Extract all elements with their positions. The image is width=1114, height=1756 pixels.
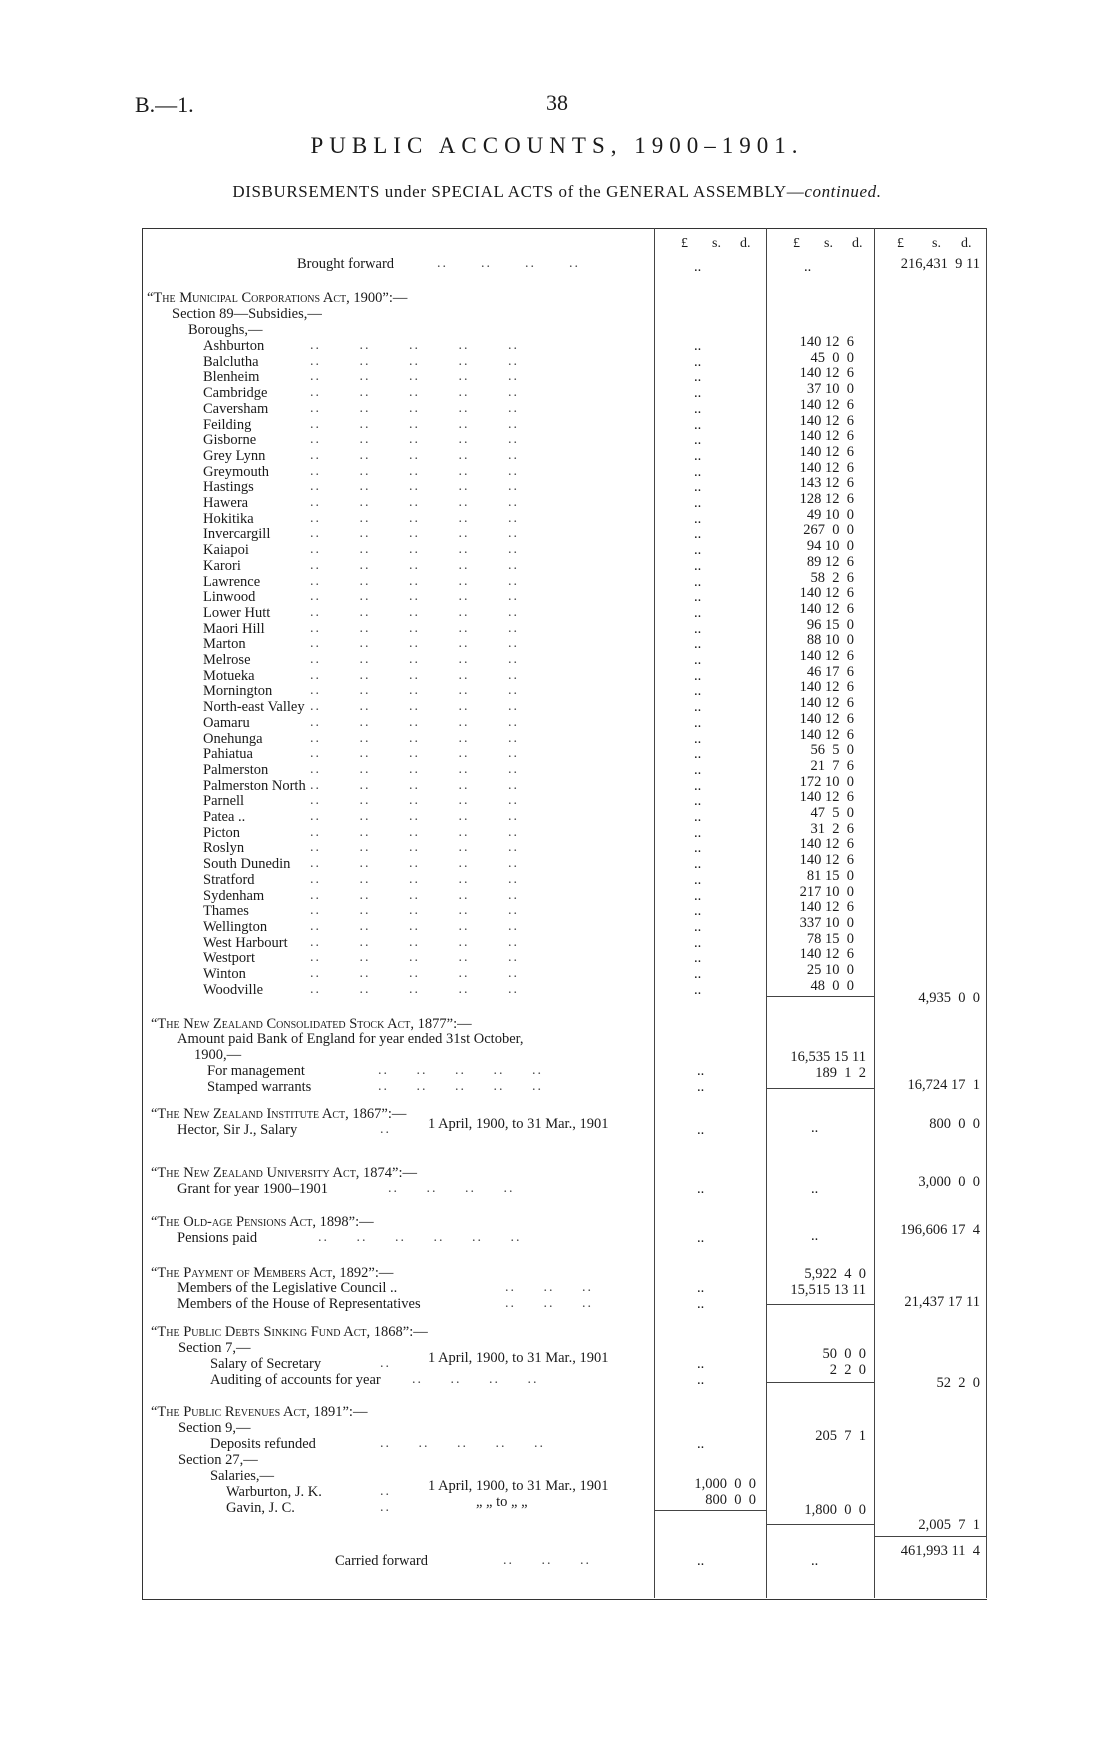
municipal-act-heading: “The Municipal Corporations Act, 1900”:— <box>147 290 408 306</box>
accounts-table <box>142 228 987 1600</box>
column-divider-1 <box>654 228 655 1598</box>
borough-amount: 140 12 6 <box>799 396 854 413</box>
borough-name: Hastings <box>203 479 254 496</box>
borough-name: Wellington <box>203 918 268 935</box>
borough-col1: .. <box>694 416 702 433</box>
borough-amount: 140 12 6 <box>799 946 854 963</box>
borough-col1: .. <box>694 950 702 967</box>
leader-dots: .. .. .. .. .. <box>310 636 519 652</box>
leader-dots: .. .. .. .. .. <box>310 338 519 353</box>
borough-name: Hokitika <box>203 510 254 527</box>
borough-col1: .. <box>694 557 702 574</box>
leader-dots: .. <box>380 1122 391 1137</box>
leader-dots: .. .. .. <box>505 1280 593 1295</box>
borough-name: Roslyn <box>203 840 245 857</box>
revenues-section27: Section 27,— <box>178 1452 258 1468</box>
members-rule <box>767 1304 874 1305</box>
leader-dots: .. <box>380 1356 391 1371</box>
leader-dots: .. .. .. .. .. <box>310 966 519 981</box>
stock-item-name: For management <box>207 1063 305 1079</box>
sinking-item-amount: 50 0 0 <box>822 1346 866 1362</box>
stock-item-amount: 16,535 15 11 <box>790 1049 866 1065</box>
borough-col1: .. <box>694 809 702 825</box>
borough-col1: .. <box>694 400 702 417</box>
borough-col1: .. <box>694 432 702 449</box>
carried-forward-col2: .. <box>811 1553 819 1569</box>
institute-col2: .. <box>811 1120 819 1136</box>
borough-col1: .. <box>694 918 702 935</box>
revenues-col1: .. <box>697 1436 705 1452</box>
borough-amount: 47 5 0 <box>810 805 854 821</box>
leader-dots: .. .. .. .. .. <box>310 463 519 479</box>
borough-amount: 337 10 0 <box>799 914 854 931</box>
borough-amount: 128 12 6 <box>799 491 854 507</box>
borough-col1: .. <box>694 746 702 763</box>
borough-name: Mornington <box>203 683 273 700</box>
borough-amount: 21 7 6 <box>810 757 854 774</box>
col1-pounds-head: £ <box>681 236 688 251</box>
leader-dots: .. .. .. .. .. <box>310 604 519 620</box>
borough-col1: .. <box>694 981 702 998</box>
borough-name: North-east Valley <box>203 699 305 716</box>
revenues-total: 2,005 7 1 <box>918 1517 980 1533</box>
leader-dots: .. .. .. .. .. <box>310 589 519 605</box>
members-item-amount: 15,515 13 11 <box>790 1282 866 1298</box>
sinking-item-period: 1 April, 1900, to 31 Mar., 1901 <box>428 1350 609 1366</box>
municipal-rule <box>767 996 874 997</box>
borough-name: Invercargill <box>203 526 271 543</box>
borough-col1: .. <box>694 730 702 747</box>
leader-dots: .. .. .. .. .. <box>310 840 519 856</box>
sinking-item-name: Salary of Secretary <box>210 1356 322 1372</box>
borough-name: Motueka <box>203 667 255 684</box>
borough-name: Caversham <box>203 400 269 417</box>
borough-col1: .. <box>694 699 702 716</box>
borough-col1: .. <box>694 887 702 904</box>
borough-name: Linwood <box>203 589 256 606</box>
borough-name: Gisborne <box>203 432 257 449</box>
leader-dots: .. .. .. .. .. <box>310 526 519 542</box>
borough-name: Kaiapoi <box>203 542 249 559</box>
borough-amount: 140 12 6 <box>799 836 854 853</box>
leader-dots: .. .. .. .. .. <box>378 1079 543 1094</box>
borough-name: Winton <box>203 966 246 982</box>
col2-pence-head: d. <box>852 236 863 251</box>
leader-dots: .. .. .. .. .. <box>310 981 519 997</box>
members-item-amount: 5,922 4 0 <box>804 1266 866 1282</box>
borough-col1: .. <box>694 934 702 951</box>
borough-col1: .. <box>694 526 702 543</box>
leader-dots: .. .. .. .. <box>437 256 580 271</box>
col3-pence-head: d. <box>961 236 972 251</box>
borough-amount: 143 12 6 <box>799 475 854 492</box>
col1-pence-head: d. <box>740 236 751 251</box>
sinking-col1: .. <box>697 1356 705 1372</box>
col2-pounds-head: £ <box>793 236 800 251</box>
borough-col1: .. <box>694 966 702 982</box>
column-divider-3 <box>874 228 875 1598</box>
borough-col1: .. <box>694 824 702 841</box>
page-subtitle <box>0 182 1114 202</box>
borough-name: Hawera <box>203 495 249 511</box>
leader-dots: .. .. .. .. .. <box>310 447 519 463</box>
subtitle-main: DISBURSEMENTS under SPECIAL ACTS of the GENERAL ASSEMBLY— <box>232 182 805 201</box>
revenues-salaries-total: 1,800 0 0 <box>804 1502 866 1518</box>
borough-col1: .. <box>694 683 702 700</box>
leader-dots: .. .. .. .. .. <box>310 542 519 558</box>
leader-dots: .. .. .. .. .. <box>310 416 519 432</box>
borough-amount: 140 12 6 <box>799 365 854 382</box>
borough-amount: 172 10 0 <box>799 773 854 790</box>
borough-name: Picton <box>203 824 241 841</box>
stock-item-name: Stamped warrants <box>207 1079 312 1095</box>
revenues-person-amount: 1,000 0 0 <box>694 1476 756 1492</box>
leader-dots: .. .. .. .. .. <box>310 620 519 636</box>
page-title: PUBLIC ACCOUNTS, 1900–1901. <box>310 133 804 158</box>
borough-name: Feilding <box>203 416 252 433</box>
borough-amount: 78 15 0 <box>806 930 854 947</box>
borough-amount: 140 12 6 <box>799 334 854 350</box>
borough-amount: 81 15 0 <box>806 867 854 884</box>
borough-col1: .. <box>694 620 702 637</box>
pensions-name: Pensions paid <box>177 1230 258 1246</box>
stock-line1: Amount paid Bank of England for year ended 31st October, <box>177 1031 524 1047</box>
sinking-col1: .. <box>697 1372 705 1388</box>
borough-name: Patea .. <box>203 809 246 825</box>
borough-amount: 140 12 6 <box>799 648 854 664</box>
leader-dots: .. .. .. .. .. <box>310 432 519 448</box>
revenues-deposits-amount: 205 7 1 <box>815 1428 866 1444</box>
leader-dots: .. .. .. .. .. <box>310 746 519 762</box>
borough-col1: .. <box>694 479 702 496</box>
sinking-section: Section 7,— <box>178 1340 251 1356</box>
borough-name: Oamaru <box>203 714 250 731</box>
borough-name: Maori Hill <box>203 620 265 637</box>
leader-dots: .. .. .. .. .. <box>310 683 519 699</box>
brought-forward-col1: .. <box>694 259 702 275</box>
borough-amount: 267 0 0 <box>803 522 854 539</box>
institute-name: Hector, Sir J., Salary <box>177 1122 298 1138</box>
borough-amount: 94 10 0 <box>806 538 854 555</box>
leader-dots: .. .. .. .. .. <box>310 353 519 369</box>
col3-shillings-head: s. <box>932 236 941 251</box>
borough-amount: 25 10 0 <box>806 962 854 978</box>
leader-dots: .. .. .. .. .. <box>310 793 519 809</box>
borough-amount: 49 10 0 <box>806 506 854 523</box>
borough-col1: .. <box>694 495 702 511</box>
stock-col1: .. <box>697 1079 705 1095</box>
borough-amount: 89 12 6 <box>806 553 854 570</box>
borough-name: Onehunga <box>203 730 263 747</box>
stock-item-amount: 189 1 2 <box>815 1065 866 1081</box>
borough-col1: .. <box>694 761 702 778</box>
leader-dots: .. .. .. .. .. <box>310 777 519 793</box>
borough-amount: 58 2 6 <box>810 569 854 586</box>
report-code: B.—1. <box>135 92 194 117</box>
col1-shillings-head: s. <box>712 236 721 251</box>
leader-dots: .. .. .. <box>505 1296 593 1311</box>
borough-amount: 140 12 6 <box>799 726 854 743</box>
members-act-heading: “The Payment of Members Act, 1892”:— <box>151 1265 394 1281</box>
borough-name: Sydenham <box>203 887 265 904</box>
borough-name: Karori <box>203 557 241 574</box>
brought-forward-col2: .. <box>804 259 812 275</box>
leader-dots: .. .. .. .. .. <box>310 824 519 840</box>
sinking-total: 52 2 0 <box>936 1375 980 1391</box>
pensions-total: 196,606 17 4 <box>900 1222 980 1238</box>
sinking-act-heading: “The Public Debts Sinking Fund Act, 1868”:— <box>151 1324 428 1340</box>
leader-dots: .. .. .. .. .. <box>310 699 519 715</box>
borough-name: Pahiatua <box>203 746 253 763</box>
university-col2: .. <box>811 1181 819 1197</box>
carried-forward-total: 461,993 11 4 <box>900 1543 980 1559</box>
revenues-salaries-rule <box>655 1510 766 1511</box>
borough-amount: 140 12 6 <box>799 679 854 696</box>
revenues-section9: Section 9,— <box>178 1420 251 1436</box>
leader-dots: .. .. .. .. .. <box>310 385 519 401</box>
leader-dots: .. .. .. .. .. <box>378 1063 543 1078</box>
borough-name: Westport <box>203 950 255 967</box>
pensions-act-heading: “The Old-age Pensions Act, 1898”:— <box>151 1214 374 1230</box>
stock-rule <box>767 1088 874 1089</box>
institute-total: 800 0 0 <box>929 1116 980 1132</box>
borough-amount: 46 17 6 <box>806 663 854 680</box>
members-total: 21,437 17 11 <box>904 1294 980 1310</box>
revenues-person-period: 1 April, 1900, to 31 Mar., 1901 <box>428 1478 609 1494</box>
leader-dots: .. .. .. .. .. <box>310 809 519 824</box>
leader-dots: .. .. .. .. <box>388 1181 515 1196</box>
leader-dots: .. .. .. .. .. <box>310 918 519 934</box>
borough-amount: 140 12 6 <box>799 443 854 460</box>
page-number: 38 <box>546 90 568 115</box>
borough-amount: 140 12 6 <box>799 695 854 712</box>
borough-name: Melrose <box>203 652 251 668</box>
borough-name: Ashburton <box>203 338 265 354</box>
leader-dots: .. .. .. .. .. <box>310 400 519 416</box>
borough-amount: 140 12 6 <box>799 428 854 445</box>
leader-dots: .. .. .. .. .. <box>310 479 519 495</box>
borough-col1: .. <box>694 463 702 480</box>
column-divider-4 <box>986 228 987 1598</box>
borough-amount: 140 12 6 <box>799 710 854 727</box>
leader-dots: .. .. .. .. .. <box>310 573 519 589</box>
members-col1: .. <box>697 1296 705 1312</box>
leader-dots: .. .. .. .. .. <box>310 667 519 683</box>
borough-col1: .. <box>694 714 702 731</box>
borough-amount: 140 12 6 <box>799 459 854 476</box>
stock-line2: 1900,— <box>194 1047 242 1063</box>
leader-dots: .. .. .. .. .. <box>310 950 519 966</box>
borough-amount: 48 0 0 <box>810 977 854 994</box>
revenues-rule <box>767 1524 874 1525</box>
borough-name: Marton <box>203 636 246 653</box>
borough-amount: 56 5 0 <box>810 742 854 759</box>
sinking-rule <box>767 1382 874 1383</box>
borough-col1: .. <box>694 652 702 668</box>
borough-name: South Dunedin <box>203 856 291 873</box>
borough-col1: .. <box>694 636 702 653</box>
borough-amount: 140 12 6 <box>799 789 854 806</box>
leader-dots: .. .. .. .. .. <box>380 1436 545 1451</box>
col2-shillings-head: s. <box>824 236 833 251</box>
borough-name: Cambridge <box>203 385 268 402</box>
municipal-section: Section 89—Subsidies,— <box>172 306 322 322</box>
borough-amount: 140 12 6 <box>799 852 854 869</box>
subtitle-continued: continued. <box>804 182 882 201</box>
borough-name: Parnell <box>203 793 245 810</box>
borough-name: Blenheim <box>203 369 260 386</box>
revenues-person-amount: 800 0 0 <box>705 1492 756 1508</box>
borough-amount: 96 15 0 <box>806 616 854 633</box>
borough-amount: 31 2 6 <box>810 820 854 837</box>
leader-dots: .. .. .. .. .. <box>310 871 519 887</box>
col3-pounds-head: £ <box>897 236 904 251</box>
borough-amount: 45 0 0 <box>810 349 854 366</box>
borough-name: Thames <box>203 903 249 920</box>
brought-forward-total: 216,431 9 11 <box>900 256 980 272</box>
borough-col1: .. <box>694 903 702 920</box>
pensions-col1: .. <box>697 1230 705 1246</box>
sinking-item-name: Auditing of accounts for year <box>210 1372 381 1388</box>
leader-dots: .. .. .. .. .. <box>310 369 519 385</box>
university-act-heading: “The New Zealand University Act, 1874”:— <box>151 1165 418 1181</box>
revenues-person-period: „ „ to „ „ <box>476 1494 528 1510</box>
leader-dots: .. <box>380 1500 391 1515</box>
borough-name: Lower Hutt <box>203 604 271 621</box>
leader-dots: .. .. .. .. .. <box>310 495 519 510</box>
municipal-total: 4,935 0 0 <box>918 990 980 1006</box>
members-item-name: Members of the House of Representatives <box>177 1296 421 1312</box>
institute-act-heading: “The New Zealand Institute Act, 1867”:— <box>151 1106 407 1122</box>
borough-col1: .. <box>694 667 702 684</box>
borough-name: Lawrence <box>203 573 261 590</box>
leader-dots: .. .. .. .. .. <box>310 887 519 903</box>
carried-forward-label: Carried forward <box>335 1553 428 1569</box>
borough-col1: .. <box>694 542 702 559</box>
leader-dots: .. .. .. .. .. <box>310 510 519 526</box>
borough-amount: 140 12 6 <box>799 899 854 916</box>
borough-col1: .. <box>694 871 702 888</box>
revenues-deposits-name: Deposits refunded <box>210 1436 316 1452</box>
borough-col1: .. <box>694 604 702 621</box>
borough-col1: .. <box>694 369 702 386</box>
leader-dots: .. .. .. .. .. <box>310 761 519 777</box>
borough-amount: 140 12 6 <box>799 600 854 617</box>
borough-col1: .. <box>694 573 702 590</box>
borough-name: Palmerston North <box>203 777 306 794</box>
leader-dots: .. .. .. .. .. <box>310 903 519 919</box>
leader-dots: .. .. .. <box>503 1553 591 1568</box>
borough-name: Palmerston <box>203 761 269 778</box>
leader-dots: .. .. .. .. .. <box>310 557 519 573</box>
borough-name: Stratford <box>203 871 255 888</box>
leader-dots: .. .. .. .. <box>412 1372 539 1387</box>
borough-col1: .. <box>694 856 702 873</box>
municipal-group: Boroughs,— <box>188 322 263 338</box>
column-divider-2 <box>766 228 767 1598</box>
revenues-person-name: Gavin, J. C. <box>226 1500 295 1516</box>
borough-amount: 140 12 6 <box>799 585 854 602</box>
brought-forward-label: Brought forward <box>297 256 395 272</box>
borough-col1: .. <box>694 385 702 402</box>
pensions-col2: .. <box>811 1228 819 1244</box>
borough-col1: .. <box>694 353 702 370</box>
members-col1: .. <box>697 1280 705 1296</box>
borough-col1: .. <box>694 777 702 794</box>
university-total: 3,000 0 0 <box>918 1174 980 1190</box>
borough-name: Grey Lynn <box>203 447 266 464</box>
revenues-person-name: Warburton, J. K. <box>226 1484 322 1500</box>
leader-dots: .. .. .. .. .. <box>310 730 519 746</box>
borough-name: Greymouth <box>203 463 270 480</box>
borough-col1: .. <box>694 338 702 354</box>
borough-amount: 37 10 0 <box>806 381 854 398</box>
borough-name: West Harbourt <box>203 934 288 951</box>
stock-act-heading: “The New Zealand Consolidated Stock Act, 1877”:— <box>151 1016 472 1032</box>
leader-dots: .. .. .. .. .. <box>310 652 519 667</box>
borough-col1: .. <box>694 447 702 464</box>
leader-dots: .. .. .. .. .. <box>310 934 519 950</box>
university-col1: .. <box>697 1181 705 1197</box>
borough-amount: 140 12 6 <box>799 412 854 429</box>
revenues-salaries: Salaries,— <box>210 1468 275 1484</box>
borough-col1: .. <box>694 510 702 527</box>
borough-name: Balclutha <box>203 353 259 370</box>
stock-col1: .. <box>697 1063 705 1079</box>
leader-dots: .. .. .. .. .. <box>310 714 519 730</box>
borough-amount: 88 10 0 <box>806 632 854 649</box>
members-item-name: Members of the Legislative Council .. <box>177 1280 398 1296</box>
university-name: Grant for year 1900–1901 <box>177 1181 328 1197</box>
institute-period: 1 April, 1900, to 31 Mar., 1901 <box>428 1116 609 1132</box>
sinking-item-amount: 2 2 0 <box>829 1362 866 1378</box>
leader-dots: .. <box>380 1484 391 1499</box>
leader-dots: .. .. .. .. .. .. <box>318 1230 522 1245</box>
borough-col1: .. <box>694 589 702 606</box>
borough-col1: .. <box>694 840 702 857</box>
carried-forward-col1: .. <box>697 1553 705 1569</box>
borough-name: Woodville <box>203 981 264 998</box>
institute-col1: .. <box>697 1122 705 1138</box>
borough-amount: 217 10 0 <box>799 883 854 900</box>
leader-dots: .. .. .. .. .. <box>310 856 519 872</box>
carried-forward-rule <box>875 1536 986 1537</box>
revenues-act-heading: “The Public Revenues Act, 1891”:— <box>151 1404 368 1420</box>
borough-col1: .. <box>694 793 702 810</box>
stock-total: 16,724 17 1 <box>907 1077 980 1093</box>
